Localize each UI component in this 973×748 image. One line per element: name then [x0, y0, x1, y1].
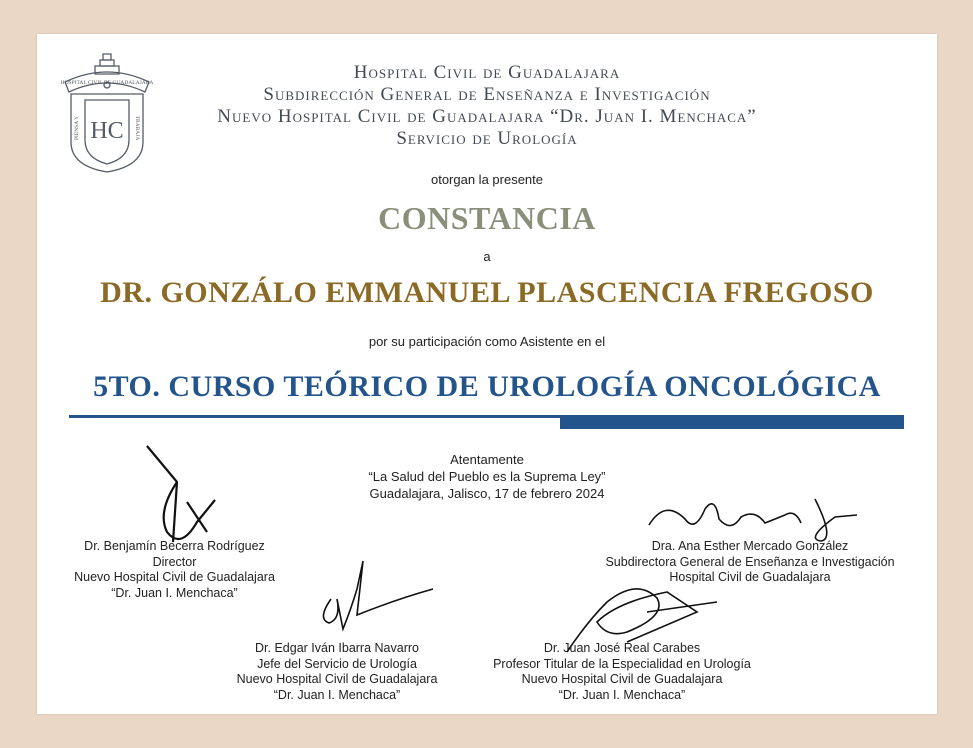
- signatory-2-line-1: Subdirectora General de Enseñanza e Investigación: [605, 554, 895, 569]
- signatory-3-line-2: Nuevo Hospital Civil de Guadalajara: [236, 672, 438, 686]
- signatory-3-name: Dr. Edgar Iván Ibarra Navarro: [255, 641, 419, 655]
- signatory-3-line-1: Jefe del Servicio de Urología: [257, 656, 417, 671]
- logo-right-text: TRABAJA: [134, 115, 140, 141]
- signatory-2-name: Dra. Ana Esther Mercado González: [651, 539, 849, 553]
- header-line-1: Hospital Civil de Guadalajara: [353, 62, 621, 83]
- signatory-3-line-3: “Dr. Juan I. Menchaca”: [273, 687, 401, 702]
- closing-motto: “La Salud del Pueblo es la Suprema Ley”: [368, 469, 606, 484]
- divider-thick: [560, 418, 904, 429]
- participation-text: por su participación como Asistente en el: [368, 334, 606, 349]
- signatory-3: [222, 641, 452, 703]
- signatory-4: [467, 641, 777, 703]
- signatory-2: [587, 539, 913, 586]
- to-text: a: [483, 249, 491, 264]
- logo-monogram: HC: [90, 118, 124, 144]
- signatory-1-line-2: Nuevo Hospital Civil de Guadalajara: [74, 570, 275, 584]
- closing-place-date: Guadalajara, Jalisco, 17 de febrero 2024: [369, 486, 605, 501]
- recipient-name: DR. GONZÁLO EMMANUEL PLASCENCIA FREGOSO: [100, 276, 874, 309]
- closing-regards: Atentamente: [450, 452, 524, 467]
- signatory-4-line-2: Nuevo Hospital Civil de Guadalajara: [521, 672, 723, 686]
- signatory-1-line-3: “Dr. Juan I. Menchaca”: [111, 585, 238, 600]
- signatory-1-name: Dr. Benjamín Becerra Rodríguez: [84, 539, 265, 553]
- logo-top-text: HOSPITAL CIVIL DE GUADALAJARA: [60, 80, 154, 86]
- course-title: 5TO. CURSO TEÓRICO DE UROLOGÍA ONCOLÓGICA: [93, 370, 881, 403]
- certificate-paper: [37, 34, 937, 714]
- signatory-1: [67, 539, 282, 601]
- header-line-2: Subdirección General de Enseñanza e Investigación: [263, 84, 711, 105]
- header-line-3: Nuevo Hospital Civil de Guadalajara “Dr. Juan I. Menchaca”: [217, 106, 757, 127]
- header-line-4: Servicio de Urología: [396, 128, 578, 149]
- signatory-1-line-1: Director: [152, 554, 197, 569]
- signatory-4-name: Dr. Juan José Real Carabes: [543, 641, 701, 655]
- logo-left-text: PIENSA Y: [74, 115, 80, 141]
- intro-text: otorgan la presente: [430, 172, 544, 187]
- signatory-4-line-1: Profesor Titular de la Especialidad en Urología: [493, 656, 751, 671]
- certificate-title: CONSTANCIA: [378, 200, 596, 236]
- signatory-2-line-2: Hospital Civil de Guadalajara: [669, 570, 831, 584]
- signature-ibarra: [307, 559, 437, 639]
- signatory-4-line-3: “Dr. Juan I. Menchaca”: [558, 687, 686, 702]
